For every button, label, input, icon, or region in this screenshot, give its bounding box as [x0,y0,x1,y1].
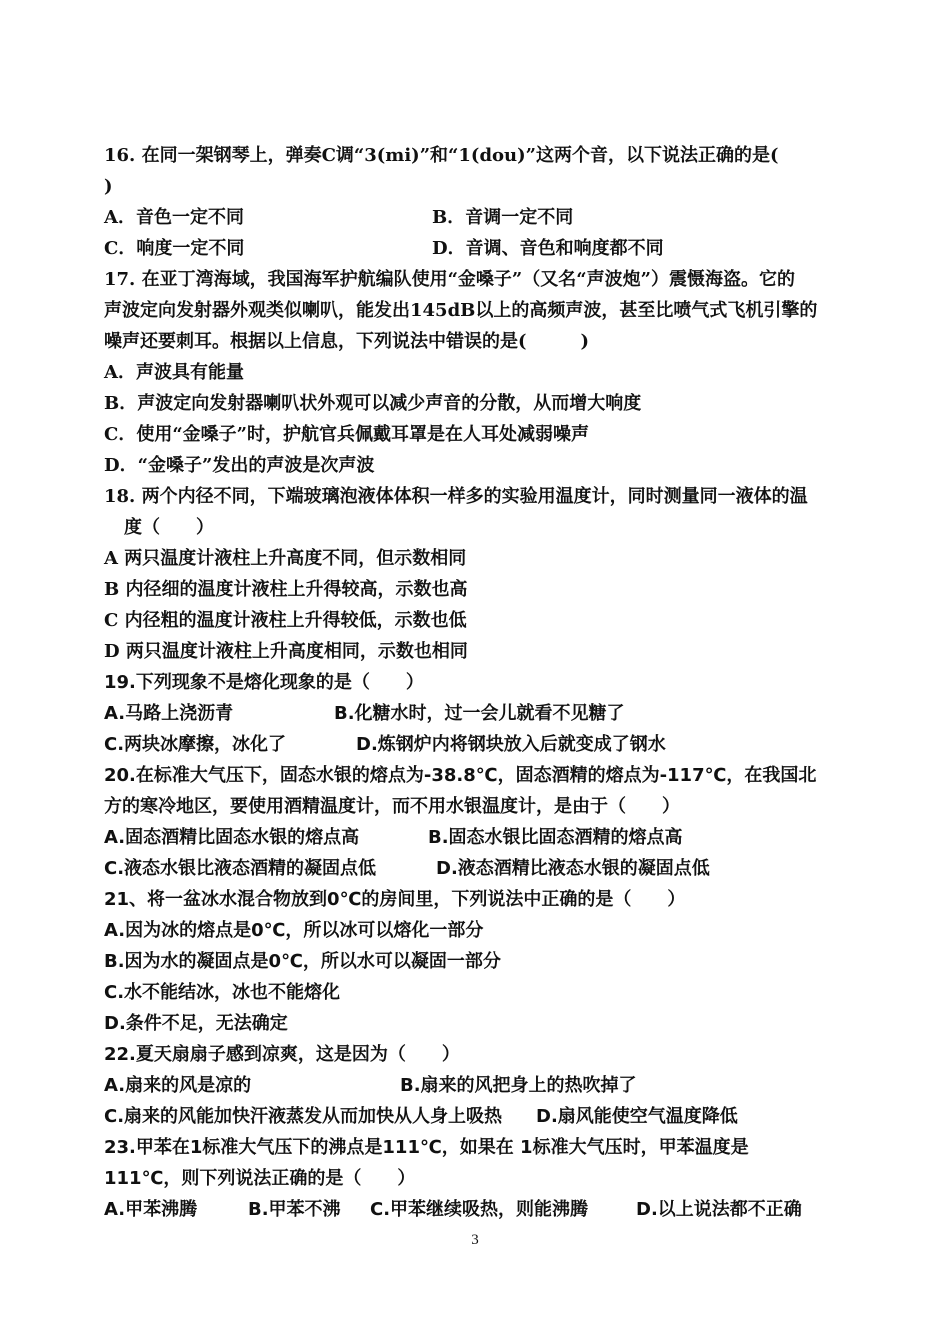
q16-options-row1 [104,202,854,233]
q16-option-d: D．音调、音色和响度都不同 [432,238,664,259]
q16-option-c: C．响度一定不同 [104,238,245,259]
q20-option-d: D.液态酒精比液态水银的凝固点低 [436,858,710,879]
q22-stem-line1: 22.夏天扇扇子感到凉爽，这是因为（ ） [104,1044,460,1065]
q18-option-a: A 两只温度计液柱上升高度不同，但示数相同 [104,548,467,569]
q23-stem-line2: 111℃，则下列说法正确的是（ ） [104,1168,416,1189]
q23-option-b: B.甲苯不沸 [248,1199,341,1220]
q22-option-a: A.扇来的风是凉的 [104,1075,252,1096]
q18-stem-line1: 18. 两个内径不同，下端玻璃泡液体体积一样多的实验用温度计，同时测量同一液体的温 [104,486,808,507]
q17-stem-line2: 声波定向发射器外观类似喇叭，能发出145dB以上的高频声波，甚至比喷气式飞机引擎的 [104,300,818,321]
q16-stem-line2: ) [104,176,113,197]
q19-options-row1 [104,698,854,729]
q18-stem-line2: 度（ ） [124,517,214,538]
q20-options-row1 [104,822,854,853]
q22-options-row1 [104,1070,854,1101]
q17-option-c: C．使用“金嗓子”时，护航官兵佩戴耳罩是在人耳处减弱噪声 [104,424,590,445]
q20-stem-line2: 方的寒冷地区，要使用酒精温度计，而不用水银温度计，是由于（ ） [104,796,680,817]
q19-stem-line1: 19.下列现象不是熔化现象的是（ ） [104,672,424,693]
q17-stem-line3: 噪声还要刺耳。根据以上信息，下列说法中错误的是( ) [104,331,590,352]
q16-stem-line1: 16. 在同一架钢琴上，弹奏C调“3(mi)”和“1(dou)”这两个音，以下说法正确的是( [104,145,779,166]
q20-option-c: C.液态水银比液态酒精的凝固点低 [104,858,377,879]
q18-option-c: C 内径粗的温度计液柱上升得较低，示数也低 [104,610,467,631]
q17-option-a: A．声波具有能量 [104,362,244,383]
question-list [104,140,854,1225]
q21-option-d: D.条件不足，无法确定 [104,1013,288,1034]
q16-option-a: A．音色一定不同 [104,207,244,228]
q16-option-b: B．音调一定不同 [432,207,574,228]
q21-option-c: C.水不能结冰，冰也不能熔化 [104,982,341,1003]
q19-option-c: C.两块冰摩擦，冰化了 [104,734,287,755]
q16-options-row2 [104,233,854,264]
q17-option-d: D．“金嗓子”发出的声波是次声波 [104,455,375,476]
q22-options-row2 [104,1101,854,1132]
q21-stem-line1: 21、将一盆冰水混合物放到0℃的房间里，下列说法中正确的是（ ） [104,889,686,910]
q22-option-c: C.扇来的风能加快汗液蒸发从而加快从人身上吸热 [104,1106,503,1127]
q19-options-row2 [104,729,854,760]
q23-option-d: D.以上说法都不正确 [636,1199,802,1220]
q19-option-b: B.化糖水时，过一会儿就看不见糖了 [334,703,625,724]
q23-stem-line1: 23.甲苯在1标准大气压下的沸点是111℃，如果在 1标准大气压时，甲苯温度是 [104,1137,749,1158]
q20-option-a: A.固态酒精比固态水银的熔点高 [104,827,360,848]
q17-option-b: B．声波定向发射器喇叭状外观可以减少声音的分散，从而增大响度 [104,393,642,414]
q22-option-b: B.扇来的风把身上的热吹掉了 [400,1075,637,1096]
q23-options-row1 [104,1194,854,1225]
q18-option-d: D 两只温度计液柱上升高度相同，示数也相同 [104,641,468,662]
q21-option-b: B.因为水的凝固点是0℃，所以水可以凝固一部分 [104,951,501,972]
q23-option-c: C.甲苯继续吸热，则能沸腾 [370,1199,589,1220]
q23-option-a: A.甲苯沸腾 [104,1199,198,1220]
q20-option-b: B.固态水银比固态酒精的熔点高 [428,827,683,848]
q19-option-a: A.马路上浇沥青 [104,703,234,724]
q22-option-d: D.扇风能使空气温度降低 [536,1106,738,1127]
q21-option-a: A.因为冰的熔点是0℃，所以冰可以熔化一部分 [104,920,484,941]
q18-option-b: B 内径细的温度计液柱上升得较高，示数也高 [104,579,468,600]
q20-options-row2 [104,853,854,884]
q19-option-d: D.炼钢炉内将钢块放入后就变成了钢水 [356,734,666,755]
q20-stem-line1: 20.在标准大气压下，固态水银的熔点为-38.8℃，固态酒精的熔点为-117℃，在我国北 [104,765,817,786]
q17-stem-line1: 17. 在亚丁湾海域，我国海军护航编队使用“金嗓子”（又名“声波炮”）震慑海盗。它的 [104,269,795,290]
page-number: 3 [471,1232,479,1248]
